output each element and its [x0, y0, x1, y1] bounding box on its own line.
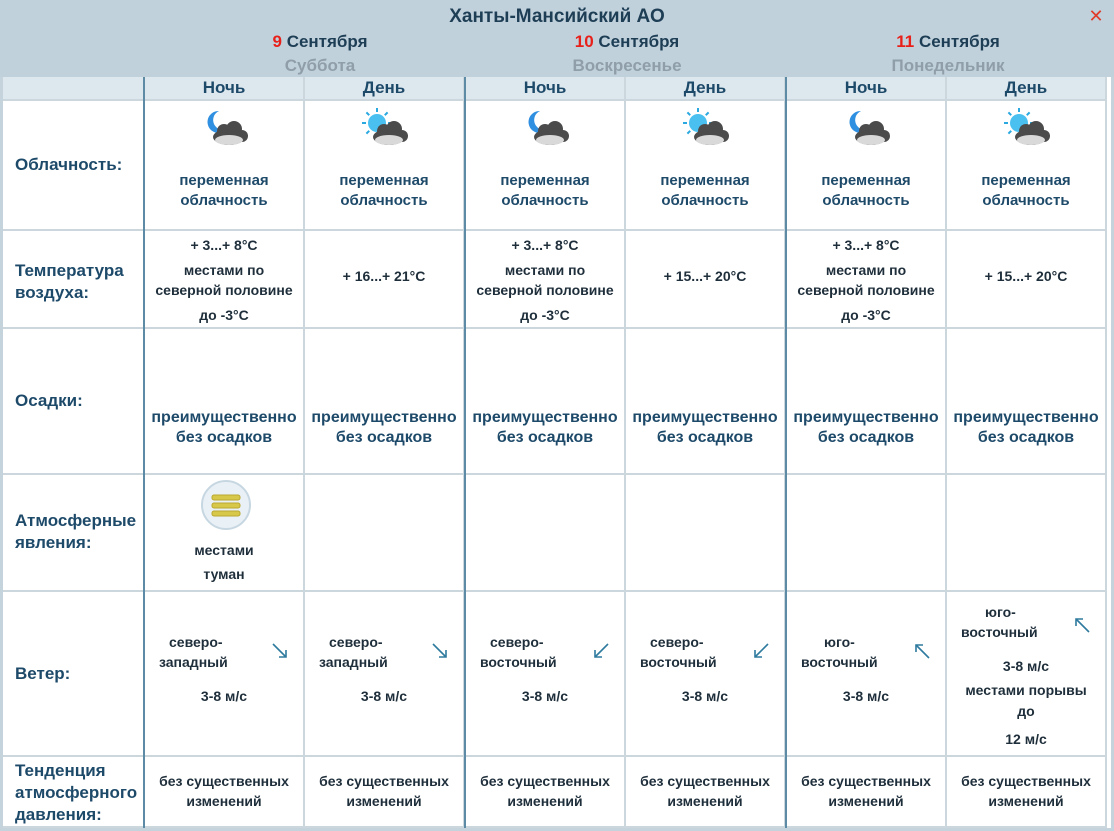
moon-cloud-icon [518, 107, 574, 151]
temp-note: до -3°C [520, 307, 570, 323]
wind-direction: восточный [640, 654, 717, 670]
cloud-line: облачность [340, 192, 428, 209]
temp-cell [787, 231, 947, 329]
cloud-line: облачность [822, 192, 910, 209]
pressure-cell [466, 757, 626, 828]
row-label-cloud [3, 101, 145, 231]
wind-direction: юго- [985, 604, 1016, 620]
cloud-cell [145, 101, 305, 231]
sun-cloud-icon [357, 107, 413, 151]
day-date [160, 32, 480, 52]
row-label-text: Ветер: [15, 664, 71, 683]
precip-line: преимущественно [311, 409, 457, 426]
precip-text [787, 408, 945, 448]
wind-gust: местами порывы [965, 682, 1087, 698]
row-label-text [15, 260, 124, 304]
arrow-se-icon [271, 642, 289, 660]
pressure-cell [626, 757, 786, 828]
precip-line: преимущественно [793, 409, 939, 426]
atmos-cell [466, 475, 626, 592]
pressure-cell [305, 757, 465, 828]
atmos-cell [787, 475, 947, 592]
pressure-line: без существенных [159, 773, 289, 789]
precip-line: преимущественно [472, 409, 618, 426]
temp-cell [626, 231, 786, 329]
temp-note: северной половине [155, 282, 293, 298]
pressure-line: без существенных [961, 773, 1091, 789]
atmos-cell [947, 475, 1107, 592]
precip-cell [787, 329, 947, 475]
pressure-text [305, 771, 463, 811]
cloud-line: переменная [821, 172, 911, 189]
temp-note: местами по [183, 262, 265, 278]
day-weekday: Понедельник [891, 56, 1005, 75]
temp-range: + 16...+ 21°C [342, 268, 426, 284]
pressure-line: изменений [828, 793, 904, 809]
pressure-line: изменений [667, 793, 743, 809]
row-label-line: воздуха: [15, 283, 90, 302]
wind-gust: 12 м/с [1005, 731, 1047, 747]
wind-speed: 3-8 м/с [1002, 658, 1050, 674]
precip-cell [305, 329, 465, 475]
arrow-sw-icon [752, 642, 770, 660]
cloud-cell [947, 101, 1107, 231]
cloud-text [145, 171, 303, 211]
day-weekday: Суббота [284, 56, 356, 75]
corner-cell [3, 77, 145, 101]
pressure-cell [145, 757, 305, 828]
cloud-line: переменная [981, 172, 1071, 189]
sun-cloud-icon [999, 107, 1055, 151]
column-header: Ночь [466, 77, 626, 101]
temp-note: местами по [504, 262, 586, 278]
precip-cell [947, 329, 1107, 475]
temp-range: + 3...+ 8°C [190, 237, 258, 253]
wind-direction: восточный [801, 654, 878, 670]
wind-speed: 3-8 м/с [681, 688, 729, 704]
precip-line: преимущественно [151, 409, 297, 426]
wind-direction: северо- [490, 634, 544, 650]
precip-line: без осадков [656, 429, 754, 446]
pressure-line: изменений [186, 793, 262, 809]
wind-direction: северо- [650, 634, 704, 650]
atmos-cell [305, 475, 465, 592]
pressure-line: без существенных [801, 773, 931, 789]
cloud-line: облачность [501, 192, 589, 209]
precip-line: преимущественно [632, 409, 778, 426]
cloud-text [947, 171, 1105, 211]
row-label-text: Облачность: [15, 155, 123, 174]
row-label-precip [3, 329, 145, 475]
wind-direction: северо- [169, 634, 223, 650]
row-label-line: явления: [15, 533, 92, 552]
cloud-text [787, 171, 945, 211]
day-weekday: Воскресенье [572, 56, 682, 75]
atmos-cell [145, 475, 305, 592]
wind-speed: 3-8 м/с [360, 688, 408, 704]
column-header: Ночь [145, 77, 305, 101]
row-label-pressure [3, 757, 145, 828]
close-icon[interactable]: ✕ [1088, 6, 1104, 26]
cloud-line: переменная [179, 172, 269, 189]
pressure-line: без существенных [640, 773, 770, 789]
column-header: День [305, 77, 465, 101]
pressure-text [947, 771, 1105, 811]
column-header: День [947, 77, 1107, 101]
temp-note: местами по [825, 262, 907, 278]
arrow-nw-icon [913, 642, 931, 660]
day-number: 9 [272, 32, 282, 51]
temp-note: северной половине [797, 282, 935, 298]
wind-direction: западный [159, 654, 228, 670]
precip-text [145, 408, 303, 448]
row-label-line: Температура [15, 261, 124, 280]
pressure-text [626, 771, 784, 811]
row-label-text: Осадки: [15, 391, 83, 410]
precip-text [626, 408, 784, 448]
wind-cell [145, 592, 305, 757]
wind-direction: северо- [329, 634, 383, 650]
precip-line: без осадков [977, 429, 1075, 446]
day-separator [785, 77, 787, 828]
atmos-cell [626, 475, 786, 592]
arrow-sw-icon [592, 642, 610, 660]
pressure-cell [787, 757, 947, 828]
pressure-line: без существенных [319, 773, 449, 789]
day-separator [464, 77, 466, 828]
pressure-line: без существенных [480, 773, 610, 789]
day-month: Сентября [598, 32, 680, 51]
precip-text [947, 408, 1105, 448]
day-month: Сентября [918, 32, 1000, 51]
region-title: Ханты-Мансийский АО [449, 6, 665, 27]
cloud-cell [626, 101, 786, 231]
day-separator [143, 77, 145, 828]
cloud-line: переменная [500, 172, 590, 189]
wind-cell [626, 592, 786, 757]
temp-cell [947, 231, 1107, 329]
wind-speed: 3-8 м/с [521, 688, 569, 704]
pressure-text [145, 771, 303, 811]
cloud-text [305, 171, 463, 211]
cloud-text [626, 171, 784, 211]
day-number: 11 [896, 32, 915, 51]
cloud-cell [787, 101, 947, 231]
temp-range: + 15...+ 20°C [663, 268, 747, 284]
row-label-line: атмосферного [15, 783, 138, 802]
precip-line: без осадков [335, 429, 433, 446]
cloud-cell [305, 101, 465, 231]
moon-cloud-icon [197, 107, 253, 151]
pressure-text [787, 771, 945, 811]
day-number: 10 [574, 32, 594, 51]
fog-icon [200, 479, 252, 531]
wind-cell [787, 592, 947, 757]
pressure-text [466, 771, 624, 811]
row-label-text [15, 760, 137, 826]
temp-note: до -3°C [841, 307, 891, 323]
wind-direction: западный [319, 654, 388, 670]
wind-direction: восточный [480, 654, 557, 670]
forecast-table [3, 77, 1111, 828]
cloud-text [466, 171, 624, 211]
row-label-line: Тенденция [15, 761, 106, 780]
wind-speed: 3-8 м/с [200, 688, 248, 704]
temp-cell [466, 231, 626, 329]
arrow-nw-icon [1073, 616, 1091, 634]
cloud-line: облачность [661, 192, 749, 209]
temp-note: северной половине [476, 282, 614, 298]
temp-cell [145, 231, 305, 329]
precip-cell [145, 329, 305, 475]
temp-range: + 3...+ 8°C [511, 237, 579, 253]
temp-cell [305, 231, 465, 329]
wind-cell [947, 592, 1107, 757]
row-label-text [15, 510, 136, 554]
precip-cell [466, 329, 626, 475]
temp-range: + 3...+ 8°C [832, 237, 900, 253]
precip-line: без осадков [496, 429, 594, 446]
row-label-atmos [3, 475, 145, 592]
precip-text [466, 408, 624, 448]
wind-gust: до [1017, 703, 1035, 719]
column-header: День [626, 77, 786, 101]
row-label-temp [3, 231, 145, 329]
day-date [467, 32, 787, 52]
cloud-line: переменная [339, 172, 429, 189]
pressure-line: изменений [988, 793, 1064, 809]
precip-line: без осадков [175, 429, 273, 446]
row-label-line: Атмосферные [15, 511, 137, 530]
pressure-line: изменений [507, 793, 583, 809]
arrow-se-icon [431, 642, 449, 660]
wind-cell [305, 592, 465, 757]
temp-range: + 15...+ 20°C [984, 268, 1068, 284]
temp-note: до -3°C [199, 307, 249, 323]
precip-line: без осадков [817, 429, 915, 446]
day-date [788, 32, 1108, 52]
wind-speed: 3-8 м/с [842, 688, 890, 704]
precip-cell [626, 329, 786, 475]
cloud-line: облачность [982, 192, 1070, 209]
atmos-line: местами [194, 542, 254, 558]
sun-cloud-icon [678, 107, 734, 151]
wind-direction: восточный [961, 624, 1038, 640]
cloud-line: облачность [180, 192, 268, 209]
wind-direction: юго- [824, 634, 855, 650]
moon-cloud-icon [839, 107, 895, 151]
pressure-cell [947, 757, 1107, 828]
day-month: Сентября [286, 32, 368, 51]
cloud-cell [466, 101, 626, 231]
atmos-line: туман [203, 566, 245, 582]
precip-text [305, 408, 463, 448]
cloud-line: переменная [660, 172, 750, 189]
precip-line: преимущественно [953, 409, 1099, 426]
pressure-line: изменений [346, 793, 422, 809]
row-label-wind [3, 592, 145, 757]
column-header: Ночь [787, 77, 947, 101]
row-label-line: давления: [15, 805, 102, 824]
wind-cell [466, 592, 626, 757]
popup-header [0, 0, 1114, 77]
